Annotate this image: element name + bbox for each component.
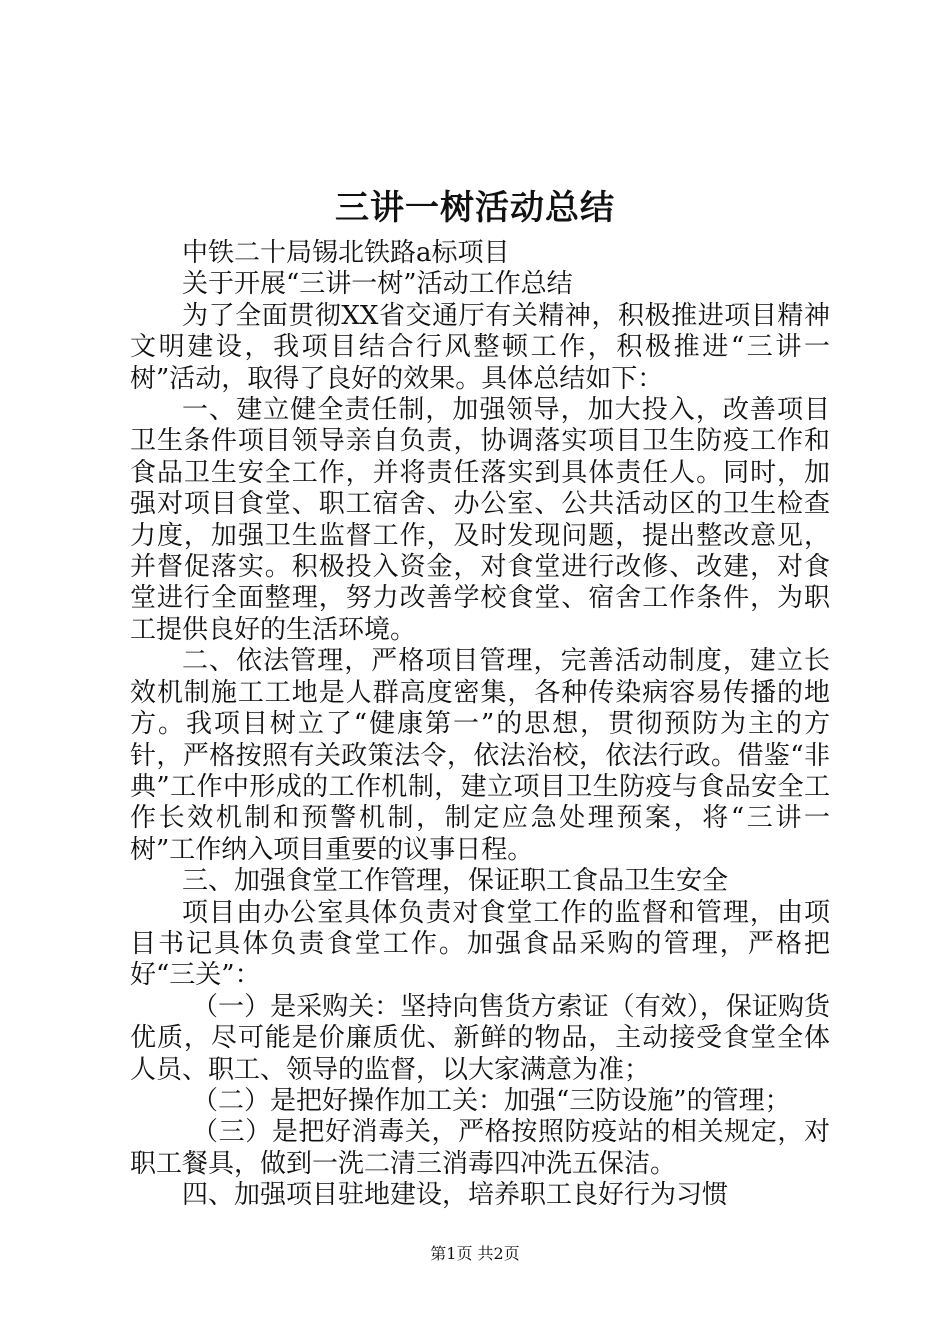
paragraph-section-1: 一、建立健全责任制，加强领导，加大投入，改善项目卫生条件项目领导亲自负责，协调落实项目卫生防疫工作和食品卫生安全工作，并将责任落实到具体责任人。同时，加强对项目食堂、职工宿舍、办公室、公共活动区的卫生检查力度，加强卫生监督工作，及时发现问题，提出整改意见，并督促落实。积极投入资金，对食堂进行改修、改建，对食堂进行全面整理，努力改善学校食堂、宿舍工作条件，为职工提供良好的生活环境。	[130, 395, 830, 645]
paragraph-section-4-heading: 四、加强项目驻地建设，培养职工良好行为习惯	[182, 1180, 729, 1211]
document-title: 三讲一树活动总结	[335, 188, 615, 228]
paragraph-item-3: （三）是把好消毒关，严格按照防疫站的相关规定，对职工餐具，做到一洗二清三消毒四冲洗五保洁。	[130, 1117, 830, 1179]
paragraph-section-3-body: 项目由办公室具体负责对食堂工作的监督和管理，由项目书记具体负责食堂工作。加强食品采购的管理，严格把好“三关”：	[130, 897, 830, 991]
paragraph-section-2: 二、依法管理，严格项目管理，完善活动制度，建立长效机制施工工地是人群高度密集，各种传染病容易传播的地方。我项目树立了“健康第一”的思想，贯彻预防为主的方针，严格按照有关政策法令，依法治校，依法行政。借鉴“非典”工作中形成的工作机制，建立项目卫生防疫与食品安全工作长效机制和预警机制，制定应急处理预案，将“三讲一树”工作纳入项目重要的议事日程。	[130, 646, 830, 865]
paragraph-intro: 为了全面贯彻XX省交通厅有关精神，积极推进项目精神文明建设，我项目结合行风整顿工作，积极推进“三讲一树”活动，取得了良好的效果。具体总结如下：	[130, 300, 830, 394]
paragraph-section-3-heading: 三、加强食堂工作管理，保证职工食品卫生安全	[182, 866, 729, 897]
paragraph-subtitle: 关于开展“三讲一树”活动工作总结	[182, 269, 573, 300]
document-body	[130, 238, 830, 1212]
paragraph-org-name: 中铁二十局锡北铁路a标项目	[182, 238, 510, 268]
paragraph-item-2: （二）是把好操作加工关：加强“三防设施”的管理；	[192, 1085, 791, 1116]
paragraph-item-1: （一）是采购关：坚持向售货方索证（有效），保证购货优质，尽可能是价廉质优、新鲜的物品，主动接受食堂全体人员、职工、领导的监督，以大家满意为准；	[130, 991, 830, 1085]
page-footer: 第1页 共2页	[430, 1244, 520, 1263]
